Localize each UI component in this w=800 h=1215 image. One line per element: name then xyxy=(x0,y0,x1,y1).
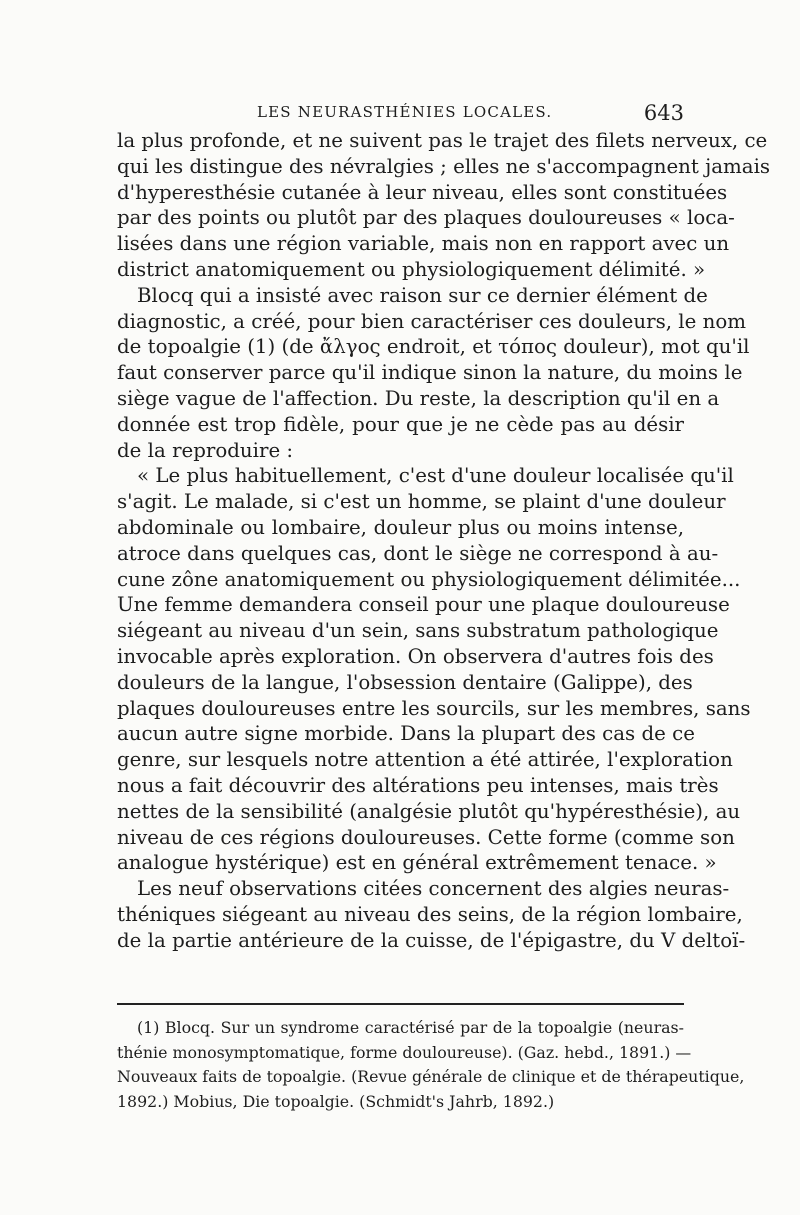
text-line: théniques siégeant au niveau des seins, de la région lombaire, xyxy=(117,902,743,926)
text-line: atroce dans quelques cas, dont le siège ne correspond à au- xyxy=(117,541,719,565)
footnote-divider xyxy=(117,1003,684,1005)
running-head xyxy=(117,101,684,125)
text-line: invocable après exploration. On observera d'autres fois des xyxy=(117,644,714,668)
text-line: analogue hystérique) est en général extrêmement tenace. » xyxy=(117,851,717,875)
page-number: 643 xyxy=(643,101,684,125)
text-line: diagnostic, a créé, pour bien caractériser ces douleurs, le nom xyxy=(117,309,747,333)
text-line: niveau de ces régions douloureuses. Cette forme (comme son xyxy=(117,825,735,849)
text-line: de la partie antérieure de la cuisse, de l'épigastre, du V deltoï- xyxy=(117,928,746,952)
text-line: Blocq qui a insisté avec raison sur ce dernier élément de xyxy=(137,283,708,307)
text-line: siégeant au niveau d'un sein, sans substratum pathologique xyxy=(117,619,719,643)
text-line: lisées dans une région variable, mais non en rapport avec un xyxy=(117,232,730,256)
text-line: qui les distingue des névralgies ; elles ne s'accompagnent jamais xyxy=(117,154,771,178)
text-line: district anatomiquement ou physiologiquement délimité. » xyxy=(117,257,706,281)
text-line: aucun autre signe morbide. Dans la plupart des cas de ce xyxy=(117,722,695,746)
text-line: abdominale ou lombaire, douleur plus ou moins intense, xyxy=(117,515,684,539)
footnote-line: Nouveaux faits de topoalgie. (Revue générale de clinique et de thérapeutique, xyxy=(117,1067,745,1086)
text-line: d'hyperesthésie cutanée à leur niveau, elles sont constituées xyxy=(117,180,728,204)
text-line: cune zône anatomiquement ou physiologiquement délimitée... xyxy=(117,567,741,591)
footnote-line: (1) Blocq. Sur un syndrome caractérisé par de la topoalgie (neuras- xyxy=(137,1018,684,1037)
text-line: « Le plus habituellement, c'est d'une douleur localisée qu'il xyxy=(137,464,734,488)
body-text xyxy=(117,128,771,954)
text-line: la plus profonde, et ne suivent pas le trajet des filets nerveux, ce xyxy=(117,129,768,152)
text-line: Les neuf observations citées concernent des algies neuras- xyxy=(137,877,730,901)
footnote-line: thénie monosymptomatique, forme douloureuse). (Gaz. hebd., 1891.) — xyxy=(117,1042,692,1062)
text-line: genre, sur lesquels notre attention a été attirée, l'exploration xyxy=(117,748,733,772)
text-line: douleurs de la langue, l'obsession dentaire (Galippe), des xyxy=(117,670,693,694)
text-line: siège vague de l'affection. Du reste, la description qu'il en a xyxy=(117,386,720,410)
text-line: donnée est trop fidèle, pour que je ne cède pas au désir xyxy=(117,412,684,436)
text-line: faut conserver parce qu'il indique sinon la nature, du moins le xyxy=(117,361,743,385)
text-line: de la reproduire : xyxy=(117,438,294,462)
footnotes xyxy=(117,1016,745,1114)
text-line: s'agit. Le malade, si c'est un homme, se plaint d'une douleur xyxy=(117,490,726,514)
text-line: nous a fait découvrir des altérations peu intenses, mais très xyxy=(117,773,719,797)
text-line: de topoalgie (1) (de ἄλγος endroit, et τόπος douleur), mot qu'il xyxy=(117,335,750,359)
text-line: plaques douloureuses entre les sourcils, sur les membres, sans xyxy=(117,696,751,720)
text-line: par des points ou plutôt par des plaques douloureuses « loca- xyxy=(117,206,735,230)
footnote-line: 1892.) Mobius, Die topoalgie. (Schmidt's Jahrb, 1892.) xyxy=(117,1091,555,1111)
text-line: nettes de la sensibilité (analgésie plutôt qu'hypéresthésie), au xyxy=(117,799,741,823)
running-title: LES NEURASTHÉNIES LOCALES. xyxy=(257,103,553,121)
text-line: Une femme demandera conseil pour une plaque douloureuse xyxy=(117,593,730,617)
